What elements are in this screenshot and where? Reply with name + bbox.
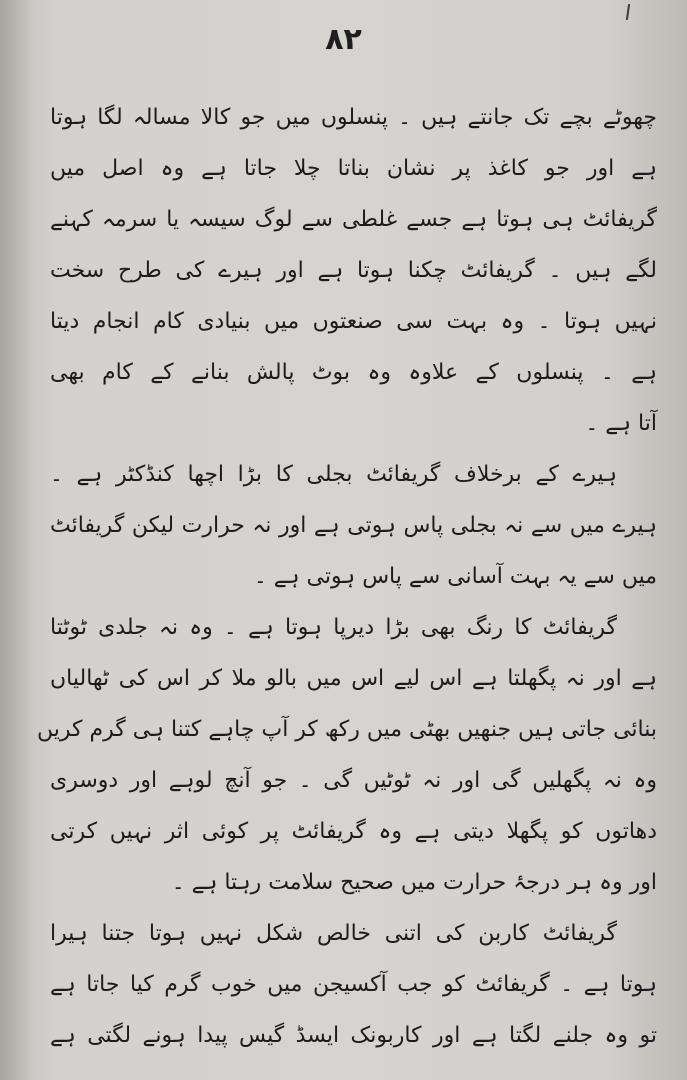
page-binding-shadow (0, 0, 34, 1080)
text-line: چھوٹے بچے تک جانتے ہیں ۔ پنسلوں میں جو کالا مسالہ لگا ہوتا (50, 105, 657, 130)
text-line: لگے ہیں ۔ گریفائٹ چکنا ہوتا ہے اور ہیرے کی طرح سخت (50, 258, 657, 283)
text-line: ہے اور جو کاغذ پر نشان بناتا چلا جاتا ہے وہ اصل میں (50, 156, 657, 181)
text-line: ہیرے کے برخلاف گریفائٹ بجلی کا بڑا اچھا کنڈکٹر ہے ۔ (50, 462, 617, 487)
text-line: ہیرے میں سے نہ بجلی پاس ہوتی ہے اور نہ حرارت لیکن گریفائٹ (50, 513, 657, 538)
ink-mark (626, 4, 630, 20)
text-line: آتا ہے ۔ (585, 411, 657, 436)
page-number: ۸۲ (325, 22, 362, 57)
text-line: میں سے یہ بہت آسانی سے پاس ہوتی ہے ۔ (253, 564, 657, 589)
text-line: دھاتوں کو پگھلا دیتی ہے وہ گریفائٹ پر کوئی اثر نہیں کرتی (50, 819, 657, 844)
text-line: تو وہ جلنے لگتا ہے اور کاربونک ایسڈ گیس پیدا ہونے لگتی ہے (50, 1023, 657, 1048)
text-line: گریفائٹ کا رنگ بھی بڑا دیرپا ہوتا ہے ۔ وہ نہ جلدی ٹوٹتا (50, 615, 617, 640)
text-line: ہے ۔ پنسلوں کے علاوہ وہ بوٹ پالش بنانے کے کام بھی (50, 360, 657, 385)
text-line: وہ نہ پگھلیں گی اور نہ ٹوٹیں گی ۔ جو آنچ لوہے اور دوسری (50, 768, 657, 793)
text-line: اور وہ ہر درجۂ حرارت میں صحیح سلامت رہتا ہے ۔ (171, 870, 657, 895)
text-line: ہے اور نہ پگھلتا ہے اس لیے اس میں بالو ملا کر اس کی ٹھالیاں (50, 666, 657, 691)
body-text (37, 92, 657, 1061)
text-line: نہیں ہوتا ۔ وہ بہت سی صنعتوں میں بنیادی کام انجام دیتا (50, 309, 657, 334)
text-line: گریفائٹ ہی ہوتا ہے جسے غلطی سے لوگ سیسہ یا سرمہ کہنے (50, 207, 657, 232)
text-line: گریفائٹ کاربن کی اتنی خالص شکل نہیں ہوتا جتنا ہیرا (50, 921, 617, 946)
text-line: بنائی جاتی ہیں جنھیں بھٹی میں رکھ کر آپ چاہے کتنا ہی گرم کریں (37, 717, 657, 742)
text-line: ہوتا ہے ۔ گریفائٹ کو جب آکسیجن میں خوب گرم کیا جاتا ہے (50, 972, 657, 997)
